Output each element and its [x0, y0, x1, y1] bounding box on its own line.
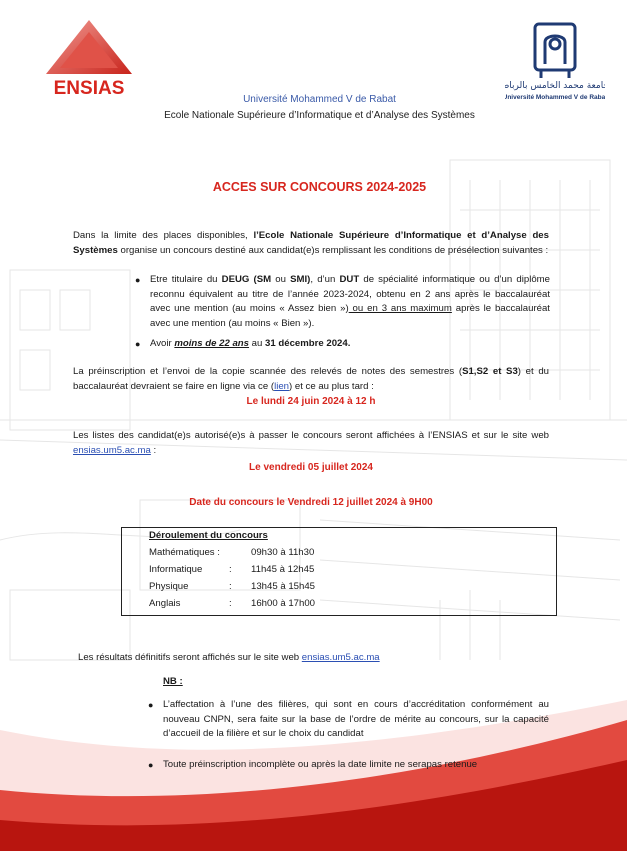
schedule-title: Déroulement du concours — [149, 530, 268, 541]
schedule-colon: : — [229, 598, 232, 609]
ensias-logo-text: ENSIAS — [53, 78, 125, 98]
bullet-icon: ● — [135, 339, 141, 349]
school-name: Ecole Nationale Supérieure d’Informatique et d’Analyse des Systèmes — [164, 110, 475, 121]
university-name: Université Mohammed V de Rabat — [243, 94, 396, 105]
schedule-colon: : — [229, 564, 232, 575]
condition-text: de spécialité informatique ou d’un diplôme reconnu équivalent au titre de l’année 2023-2024, obtenu en 2 ans après le baccalauréat avec une mention (au moins « Assez bien ») — [150, 274, 550, 314]
results-text: Les résultats définitifs seront affichés sur le site web — [78, 652, 302, 663]
intro-text: Dans la limite des places disponibles, — [73, 230, 254, 241]
schedule-subject: Informatique — [149, 564, 203, 575]
prereg-text: ) et du baccalauréat devraient se faire en ligne via ce ( — [73, 366, 549, 392]
intro-school-name: l’Ecole Nationale Supérieure d’Informatique et d’Analyse des Systèmes — [73, 230, 549, 256]
intro-paragraph — [73, 229, 549, 258]
schedule-time: 13h45 à 15h45 — [251, 581, 316, 592]
um5-logo-arabic: جامعة محمد الخامس بالرباط — [505, 81, 605, 91]
bullet-icon: ● — [148, 760, 154, 770]
bullet-icon: ● — [135, 275, 141, 285]
schedule-time: 09h30 à 11h30 — [251, 547, 315, 558]
schedule-subject: Mathématiques : — [149, 547, 220, 558]
condition-diploma — [135, 273, 550, 331]
um5-emblem-icon — [505, 20, 605, 102]
condition-deug: DEUG (SM — [221, 274, 272, 285]
exam-date: Date du concours le Vendredi 12 juillet 2024 à 9H00 — [189, 497, 433, 508]
intro-text-end: organise un concours destiné aux candidat(e)s remplissant les conditions de présélection suivantes : — [117, 244, 549, 256]
um5-logo-text: Université Mohammed V de Rabat — [505, 94, 605, 101]
bullet-icon: ● — [148, 700, 154, 710]
condition-age-limit: moins de 22 ans — [174, 338, 250, 349]
condition-text: Avoir — [150, 338, 175, 349]
condition-dut: DUT — [339, 274, 360, 285]
condition-smi: SMI) — [290, 274, 311, 285]
lists-text: Les listes des candidat(e)s autorisé(e)s à passer le concours seront affichées à l’ENSIAS et sur le site web — [73, 430, 549, 441]
schedule-time: 16h00 à 17h00 — [251, 598, 316, 609]
preregistration-paragraph — [73, 365, 549, 394]
condition-age-date: 31 décembre 2024. — [265, 338, 351, 349]
nb-item — [148, 698, 549, 742]
prereg-text: La préinscription et l’envoi de la copie scannée des relevés de notes des semestres ( — [73, 366, 463, 377]
um5-logo — [505, 20, 605, 102]
condition-age — [135, 337, 550, 352]
condition-three-years: ou en 3 ans maximum — [348, 303, 452, 314]
condition-text: ou — [271, 274, 291, 285]
lists-site-link[interactable]: ensias.um5.ac.ma — [73, 444, 151, 456]
page-title: ACCES SUR CONCOURS 2024-2025 — [212, 180, 427, 194]
nb-label: NB : — [163, 676, 183, 687]
exam-schedule-box — [121, 527, 557, 616]
nb-item-text: L’affectation à l’une des filières, qui sont en cours d’accréditation conformément au nouveau CNPN, sera faite sur la base de l’ordre de mérite au concours, sur la capacité d’accueil de la filière et sur le choix du candidat — [163, 699, 549, 739]
preregistration-link[interactable]: lien — [274, 380, 289, 392]
condition-text: Etre titulaire du — [150, 274, 222, 285]
nb-item — [148, 758, 549, 773]
condition-text: au — [249, 338, 266, 349]
schedule-subject: Physique — [149, 581, 189, 592]
prereg-semesters: S1,S2 et S3 — [462, 366, 518, 377]
nb-item-text: Toute préinscription incomplète ou après la date limite ne serapas retenue — [163, 759, 478, 770]
lists-text: : — [150, 444, 157, 456]
prereg-text: ) et ce au plus tard : — [289, 380, 374, 392]
ensias-logo — [40, 18, 138, 98]
schedule-colon: : — [229, 581, 232, 592]
lists-paragraph — [73, 429, 549, 458]
schedule-subject: Anglais — [149, 598, 181, 609]
condition-text: , d’un — [310, 274, 340, 285]
condition-text: après le baccalauréat avec une mention (au moins « Bien »). — [150, 303, 550, 329]
schedule-time: 11h45 à 12h45 — [251, 564, 315, 575]
preregistration-deadline: Le lundi 24 juin 2024 à 12 h — [246, 396, 376, 407]
results-paragraph — [78, 651, 554, 666]
results-site-link[interactable]: ensias.um5.ac.ma — [301, 652, 380, 663]
ensias-triangle-icon — [40, 18, 138, 98]
lists-date: Le vendredi 05 juillet 2024 — [249, 462, 373, 473]
